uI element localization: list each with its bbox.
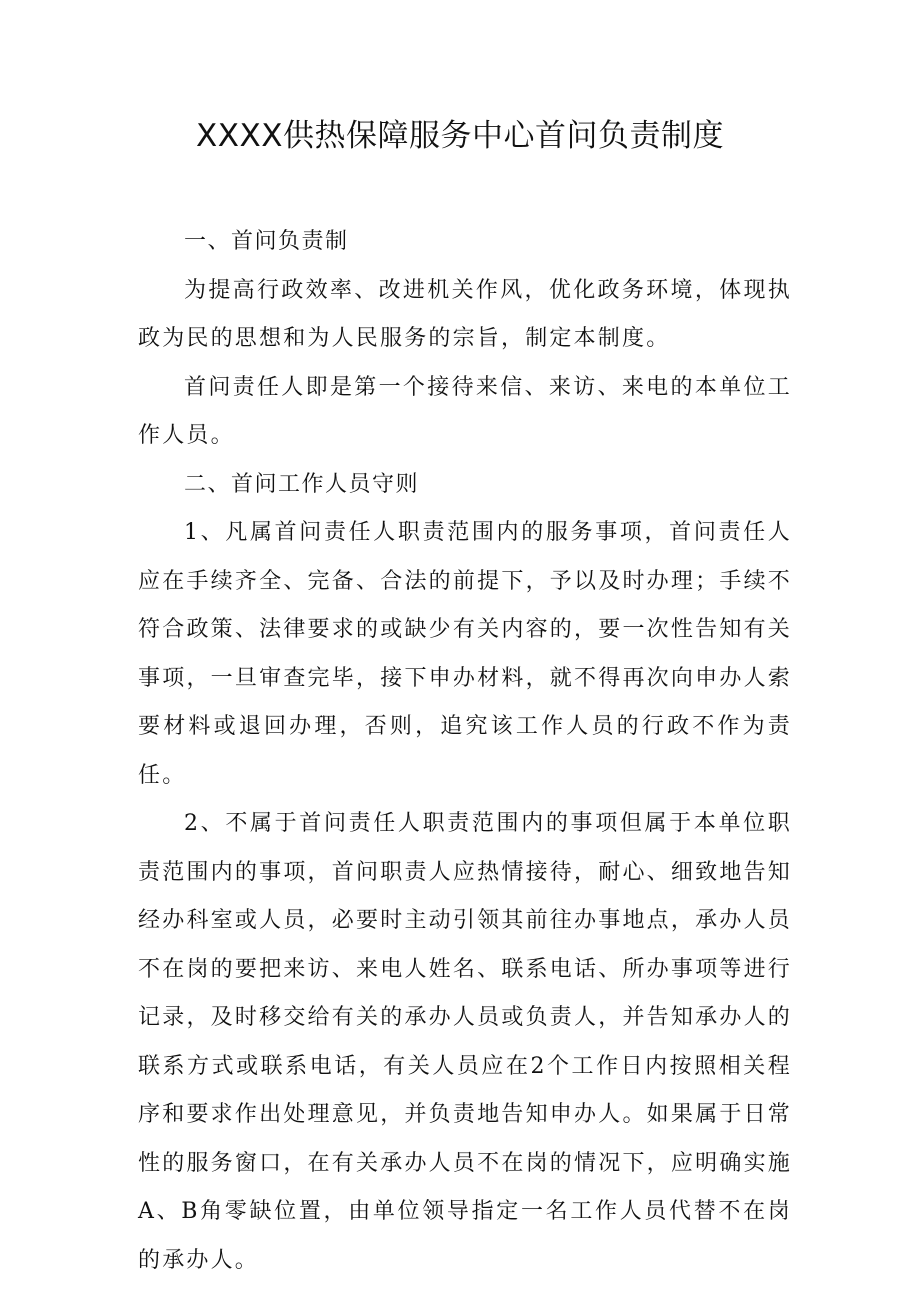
paragraph: 2、不属于首问责任人职责范围内的事项但属于本单位职责范围内的事项，首问职责人应热情接待，耐心、细致地告知经办科室或人员，必要时主动引领其前往办事地点，承办人员不在岗的要把来访、来电人姓名、联系电话、所办事项等进行记录，及时移交给有关的承办人员或负责人，并告知承办人的联系方式或联系电话，有关人员应在2个工作日内按照相关程序和要求作出处理意见，并负责地告知申办人。如果属于日常性的服务窗口，在有关承办人员不在岗的情况下，应明确实施A、B角零缺位置，由单位领导指定一名工作人员代替不在岗的承办人。 <box>138 811 792 1273</box>
section-heading-1: 一、首问负责制 <box>184 229 349 254</box>
paragraph: 为提高行政效率、改进机关作风，优化政务环境，体现执政为民的思想和为人民服务的宗旨，制定本制度。 <box>138 277 792 351</box>
paragraph: 1、凡属首问责任人职责范围内的服务事项，首问责任人应在手续齐全、完备、合法的前提下，予以及时办理；手续不符合政策、法律要求的或缺少有关内容的，要一次性告知有关事项，一旦审查完毕，接下申办材料，就不得再次向申办人索要材料或退回办理，否则，追究该工作人员的行政不作为责任。 <box>138 520 792 788</box>
document-body <box>138 218 792 1285</box>
document-title: XXXX供热保障服务中心首问负责制度 <box>196 118 724 154</box>
paragraph: 首问责任人即是第一个接待来信、来访、来电的本单位工作人员。 <box>138 374 792 448</box>
section-heading-2: 二、首问工作人员守则 <box>184 471 420 497</box>
